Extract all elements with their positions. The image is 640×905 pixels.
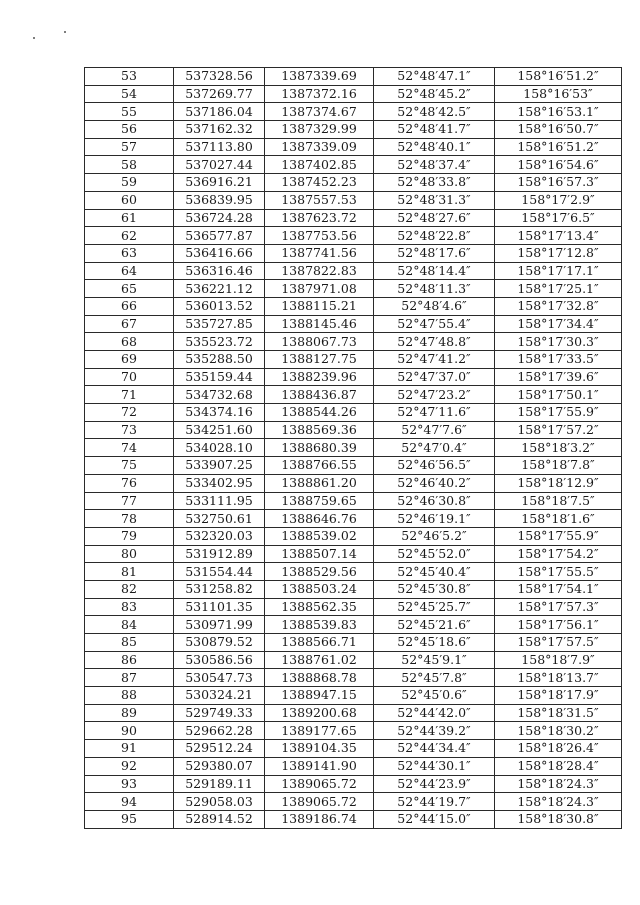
cell-y-coordinate: 1387741.56 — [265, 244, 374, 262]
cell-x-coordinate: 537269.77 — [174, 85, 265, 103]
table-row — [85, 244, 622, 262]
cell-y-coordinate: 1389200.68 — [265, 704, 374, 722]
table-row — [85, 209, 622, 227]
cell-longitude: 158°18′30.8″ — [495, 810, 622, 828]
cell-longitude: 158°18′30.2″ — [495, 722, 622, 740]
table-row — [85, 634, 622, 652]
table-row — [85, 669, 622, 687]
coordinates-table — [84, 67, 622, 829]
cell-latitude: 52°44′39.2″ — [374, 722, 495, 740]
cell-latitude: 52°44′30.1″ — [374, 757, 495, 775]
cell-latitude: 52°47′23.2″ — [374, 386, 495, 404]
cell-longitude: 158°17′39.6″ — [495, 368, 622, 386]
cell-longitude: 158°17′12.8″ — [495, 244, 622, 262]
table-row — [85, 68, 622, 86]
cell-latitude: 52°48′11.3″ — [374, 280, 495, 298]
cell-point-number: 63 — [85, 244, 174, 262]
cell-x-coordinate: 531258.82 — [174, 580, 265, 598]
cell-point-number: 90 — [85, 722, 174, 740]
cell-latitude: 52°47′48.8″ — [374, 333, 495, 351]
cell-y-coordinate: 1388436.87 — [265, 386, 374, 404]
cell-x-coordinate: 534028.10 — [174, 439, 265, 457]
cell-y-coordinate: 1389065.72 — [265, 793, 374, 811]
cell-x-coordinate: 530547.73 — [174, 669, 265, 687]
cell-longitude: 158°17′33.5″ — [495, 351, 622, 369]
cell-longitude: 158°16′57.3″ — [495, 174, 622, 192]
cell-point-number: 94 — [85, 793, 174, 811]
cell-latitude: 52°44′23.9″ — [374, 775, 495, 793]
cell-latitude: 52°48′31.3″ — [374, 191, 495, 209]
cell-y-coordinate: 1388646.76 — [265, 510, 374, 528]
cell-longitude: 158°16′53″ — [495, 85, 622, 103]
cell-latitude: 52°44′34.4″ — [374, 740, 495, 758]
cell-x-coordinate: 530879.52 — [174, 634, 265, 652]
cell-latitude: 52°46′19.1″ — [374, 510, 495, 528]
cell-longitude: 158°17′54.2″ — [495, 545, 622, 563]
cell-latitude: 52°48′41.7″ — [374, 121, 495, 139]
table-row — [85, 85, 622, 103]
table-row — [85, 280, 622, 298]
table-row — [85, 315, 622, 333]
cell-latitude: 52°48′40.1″ — [374, 138, 495, 156]
cell-y-coordinate: 1388759.65 — [265, 492, 374, 510]
cell-longitude: 158°17′50.1″ — [495, 386, 622, 404]
cell-longitude: 158°17′2.9″ — [495, 191, 622, 209]
cell-longitude: 158°17′55.9″ — [495, 404, 622, 422]
cell-latitude: 52°46′5.2″ — [374, 527, 495, 545]
cell-x-coordinate: 537328.56 — [174, 68, 265, 86]
cell-y-coordinate: 1388566.71 — [265, 634, 374, 652]
cell-x-coordinate: 537113.80 — [174, 138, 265, 156]
cell-point-number: 67 — [85, 315, 174, 333]
cell-point-number: 77 — [85, 492, 174, 510]
table-row — [85, 351, 622, 369]
cell-latitude: 52°48′22.8″ — [374, 227, 495, 245]
cell-y-coordinate: 1388067.73 — [265, 333, 374, 351]
cell-longitude: 158°18′3.2″ — [495, 439, 622, 457]
cell-latitude: 52°45′30.8″ — [374, 580, 495, 598]
coordinates-table-body — [85, 68, 622, 829]
table-row — [85, 704, 622, 722]
cell-y-coordinate: 1388115.21 — [265, 297, 374, 315]
cell-latitude: 52°47′7.6″ — [374, 421, 495, 439]
cell-x-coordinate: 529189.11 — [174, 775, 265, 793]
cell-point-number: 88 — [85, 687, 174, 705]
cell-longitude: 158°17′34.4″ — [495, 315, 622, 333]
table-row — [85, 121, 622, 139]
cell-y-coordinate: 1388529.56 — [265, 563, 374, 581]
cell-longitude: 158°18′7.8″ — [495, 457, 622, 475]
cell-x-coordinate: 532320.03 — [174, 527, 265, 545]
table-row — [85, 297, 622, 315]
cell-latitude: 52°47′55.4″ — [374, 315, 495, 333]
cell-x-coordinate: 536839.95 — [174, 191, 265, 209]
cell-x-coordinate: 529512.24 — [174, 740, 265, 758]
table-row — [85, 687, 622, 705]
table-row — [85, 598, 622, 616]
table-row — [85, 616, 622, 634]
cell-point-number: 91 — [85, 740, 174, 758]
cell-x-coordinate: 528914.52 — [174, 810, 265, 828]
cell-x-coordinate: 531912.89 — [174, 545, 265, 563]
cell-y-coordinate: 1387339.69 — [265, 68, 374, 86]
table-row — [85, 386, 622, 404]
cell-y-coordinate: 1388539.02 — [265, 527, 374, 545]
cell-point-number: 78 — [85, 510, 174, 528]
cell-longitude: 158°18′12.9″ — [495, 474, 622, 492]
cell-y-coordinate: 1387452.23 — [265, 174, 374, 192]
cell-point-number: 92 — [85, 757, 174, 775]
cell-x-coordinate: 533111.95 — [174, 492, 265, 510]
cell-latitude: 52°44′15.0″ — [374, 810, 495, 828]
scan-speck — [33, 37, 35, 39]
cell-point-number: 59 — [85, 174, 174, 192]
cell-longitude: 158°16′51.2″ — [495, 138, 622, 156]
cell-point-number: 85 — [85, 634, 174, 652]
cell-point-number: 54 — [85, 85, 174, 103]
cell-x-coordinate: 533907.25 — [174, 457, 265, 475]
cell-y-coordinate: 1387374.67 — [265, 103, 374, 121]
cell-latitude: 52°46′30.8″ — [374, 492, 495, 510]
cell-point-number: 58 — [85, 156, 174, 174]
cell-latitude: 52°45′25.7″ — [374, 598, 495, 616]
cell-point-number: 84 — [85, 616, 174, 634]
cell-latitude: 52°47′11.6″ — [374, 404, 495, 422]
cell-longitude: 158°18′13.7″ — [495, 669, 622, 687]
cell-y-coordinate: 1387372.16 — [265, 85, 374, 103]
cell-point-number: 60 — [85, 191, 174, 209]
cell-latitude: 52°45′7.8″ — [374, 669, 495, 687]
cell-longitude: 158°17′57.2″ — [495, 421, 622, 439]
cell-y-coordinate: 1388861.20 — [265, 474, 374, 492]
cell-point-number: 53 — [85, 68, 174, 86]
table-row — [85, 510, 622, 528]
table-row — [85, 580, 622, 598]
cell-point-number: 95 — [85, 810, 174, 828]
cell-x-coordinate: 534251.60 — [174, 421, 265, 439]
cell-x-coordinate: 536577.87 — [174, 227, 265, 245]
cell-longitude: 158°17′17.1″ — [495, 262, 622, 280]
cell-point-number: 79 — [85, 527, 174, 545]
cell-y-coordinate: 1387329.99 — [265, 121, 374, 139]
cell-latitude: 52°48′14.4″ — [374, 262, 495, 280]
cell-point-number: 69 — [85, 351, 174, 369]
cell-latitude: 52°46′56.5″ — [374, 457, 495, 475]
cell-longitude: 158°18′28.4″ — [495, 757, 622, 775]
cell-latitude: 52°48′27.6″ — [374, 209, 495, 227]
cell-longitude: 158°17′54.1″ — [495, 580, 622, 598]
cell-x-coordinate: 530971.99 — [174, 616, 265, 634]
cell-y-coordinate: 1387402.85 — [265, 156, 374, 174]
cell-longitude: 158°16′54.6″ — [495, 156, 622, 174]
cell-x-coordinate: 537162.32 — [174, 121, 265, 139]
cell-point-number: 80 — [85, 545, 174, 563]
cell-latitude: 52°48′37.4″ — [374, 156, 495, 174]
cell-y-coordinate: 1388947.15 — [265, 687, 374, 705]
cell-point-number: 62 — [85, 227, 174, 245]
cell-point-number: 55 — [85, 103, 174, 121]
cell-point-number: 76 — [85, 474, 174, 492]
table-row — [85, 439, 622, 457]
cell-latitude: 52°47′37.0″ — [374, 368, 495, 386]
cell-longitude: 158°18′24.3″ — [495, 793, 622, 811]
cell-point-number: 82 — [85, 580, 174, 598]
cell-point-number: 68 — [85, 333, 174, 351]
cell-y-coordinate: 1388503.24 — [265, 580, 374, 598]
cell-latitude: 52°48′42.5″ — [374, 103, 495, 121]
cell-y-coordinate: 1388761.02 — [265, 651, 374, 669]
cell-longitude: 158°17′30.3″ — [495, 333, 622, 351]
cell-latitude: 52°47′41.2″ — [374, 351, 495, 369]
cell-x-coordinate: 535523.72 — [174, 333, 265, 351]
cell-y-coordinate: 1389141.90 — [265, 757, 374, 775]
cell-x-coordinate: 534732.68 — [174, 386, 265, 404]
cell-y-coordinate: 1388127.75 — [265, 351, 374, 369]
cell-longitude: 158°16′51.2″ — [495, 68, 622, 86]
cell-longitude: 158°18′7.5″ — [495, 492, 622, 510]
cell-x-coordinate: 536916.21 — [174, 174, 265, 192]
cell-x-coordinate: 530324.21 — [174, 687, 265, 705]
cell-longitude: 158°18′24.3″ — [495, 775, 622, 793]
cell-point-number: 65 — [85, 280, 174, 298]
cell-x-coordinate: 535159.44 — [174, 368, 265, 386]
cell-latitude: 52°48′33.8″ — [374, 174, 495, 192]
cell-latitude: 52°45′40.4″ — [374, 563, 495, 581]
cell-y-coordinate: 1389065.72 — [265, 775, 374, 793]
cell-point-number: 71 — [85, 386, 174, 404]
cell-x-coordinate: 536724.28 — [174, 209, 265, 227]
cell-latitude: 52°46′40.2″ — [374, 474, 495, 492]
cell-point-number: 81 — [85, 563, 174, 581]
cell-x-coordinate: 529380.07 — [174, 757, 265, 775]
table-row — [85, 156, 622, 174]
cell-x-coordinate: 535727.85 — [174, 315, 265, 333]
cell-latitude: 52°45′9.1″ — [374, 651, 495, 669]
cell-point-number: 57 — [85, 138, 174, 156]
cell-point-number: 66 — [85, 297, 174, 315]
cell-point-number: 86 — [85, 651, 174, 669]
cell-longitude: 158°17′56.1″ — [495, 616, 622, 634]
table-row — [85, 103, 622, 121]
table-row — [85, 474, 622, 492]
cell-longitude: 158°16′50.7″ — [495, 121, 622, 139]
cell-x-coordinate: 531554.44 — [174, 563, 265, 581]
cell-longitude: 158°17′25.1″ — [495, 280, 622, 298]
table-row — [85, 563, 622, 581]
cell-y-coordinate: 1388680.39 — [265, 439, 374, 457]
table-row — [85, 191, 622, 209]
cell-latitude: 52°48′4.6″ — [374, 297, 495, 315]
cell-y-coordinate: 1387623.72 — [265, 209, 374, 227]
cell-latitude: 52°48′45.2″ — [374, 85, 495, 103]
cell-latitude: 52°48′17.6″ — [374, 244, 495, 262]
cell-longitude: 158°17′57.5″ — [495, 634, 622, 652]
cell-x-coordinate: 530586.56 — [174, 651, 265, 669]
table-row — [85, 722, 622, 740]
table-row — [85, 421, 622, 439]
cell-x-coordinate: 529662.28 — [174, 722, 265, 740]
cell-point-number: 75 — [85, 457, 174, 475]
table-row — [85, 757, 622, 775]
cell-y-coordinate: 1388766.55 — [265, 457, 374, 475]
table-row — [85, 174, 622, 192]
cell-y-coordinate: 1387753.56 — [265, 227, 374, 245]
cell-x-coordinate: 535288.50 — [174, 351, 265, 369]
cell-y-coordinate: 1389104.35 — [265, 740, 374, 758]
table-row — [85, 262, 622, 280]
cell-longitude: 158°18′1.6″ — [495, 510, 622, 528]
cell-y-coordinate: 1388539.83 — [265, 616, 374, 634]
cell-y-coordinate: 1388562.35 — [265, 598, 374, 616]
cell-longitude: 158°17′55.9″ — [495, 527, 622, 545]
cell-latitude: 52°47′0.4″ — [374, 439, 495, 457]
cell-longitude: 158°17′32.8″ — [495, 297, 622, 315]
table-row — [85, 775, 622, 793]
cell-y-coordinate: 1388507.14 — [265, 545, 374, 563]
cell-x-coordinate: 533402.95 — [174, 474, 265, 492]
cell-y-coordinate: 1389186.74 — [265, 810, 374, 828]
table-row — [85, 527, 622, 545]
cell-longitude: 158°18′26.4″ — [495, 740, 622, 758]
cell-point-number: 56 — [85, 121, 174, 139]
cell-longitude: 158°17′57.3″ — [495, 598, 622, 616]
table-row — [85, 545, 622, 563]
table-row — [85, 368, 622, 386]
table-row — [85, 138, 622, 156]
cell-y-coordinate: 1389177.65 — [265, 722, 374, 740]
cell-longitude: 158°17′13.4″ — [495, 227, 622, 245]
table-row — [85, 810, 622, 828]
cell-y-coordinate: 1387557.53 — [265, 191, 374, 209]
cell-y-coordinate: 1388569.36 — [265, 421, 374, 439]
cell-point-number: 74 — [85, 439, 174, 457]
cell-latitude: 52°48′47.1″ — [374, 68, 495, 86]
cell-longitude: 158°18′17.9″ — [495, 687, 622, 705]
table-row — [85, 404, 622, 422]
cell-point-number: 73 — [85, 421, 174, 439]
cell-latitude: 52°45′21.6″ — [374, 616, 495, 634]
cell-y-coordinate: 1387339.09 — [265, 138, 374, 156]
cell-longitude: 158°17′55.5″ — [495, 563, 622, 581]
cell-longitude: 158°17′6.5″ — [495, 209, 622, 227]
cell-x-coordinate: 537186.04 — [174, 103, 265, 121]
cell-longitude: 158°18′31.5″ — [495, 704, 622, 722]
cell-latitude: 52°45′52.0″ — [374, 545, 495, 563]
cell-x-coordinate: 536416.66 — [174, 244, 265, 262]
cell-x-coordinate: 536013.52 — [174, 297, 265, 315]
cell-y-coordinate: 1388145.46 — [265, 315, 374, 333]
table-row — [85, 740, 622, 758]
cell-x-coordinate: 529058.03 — [174, 793, 265, 811]
cell-y-coordinate: 1388239.96 — [265, 368, 374, 386]
cell-point-number: 93 — [85, 775, 174, 793]
cell-x-coordinate: 537027.44 — [174, 156, 265, 174]
cell-point-number: 89 — [85, 704, 174, 722]
cell-x-coordinate: 532750.61 — [174, 510, 265, 528]
cell-latitude: 52°45′18.6″ — [374, 634, 495, 652]
cell-longitude: 158°16′53.1″ — [495, 103, 622, 121]
cell-point-number: 72 — [85, 404, 174, 422]
cell-x-coordinate: 534374.16 — [174, 404, 265, 422]
cell-point-number: 83 — [85, 598, 174, 616]
cell-x-coordinate: 536221.12 — [174, 280, 265, 298]
table-row — [85, 651, 622, 669]
cell-point-number: 61 — [85, 209, 174, 227]
cell-y-coordinate: 1387822.83 — [265, 262, 374, 280]
scan-speck — [64, 31, 66, 33]
cell-longitude: 158°18′7.9″ — [495, 651, 622, 669]
table-row — [85, 333, 622, 351]
table-row — [85, 457, 622, 475]
cell-y-coordinate: 1388868.78 — [265, 669, 374, 687]
cell-x-coordinate: 531101.35 — [174, 598, 265, 616]
cell-latitude: 52°44′42.0″ — [374, 704, 495, 722]
table-row — [85, 227, 622, 245]
cell-point-number: 64 — [85, 262, 174, 280]
cell-point-number: 70 — [85, 368, 174, 386]
cell-x-coordinate: 529749.33 — [174, 704, 265, 722]
cell-y-coordinate: 1387971.08 — [265, 280, 374, 298]
table-row — [85, 793, 622, 811]
cell-point-number: 87 — [85, 669, 174, 687]
table-row — [85, 492, 622, 510]
cell-latitude: 52°44′19.7″ — [374, 793, 495, 811]
cell-latitude: 52°45′0.6″ — [374, 687, 495, 705]
cell-x-coordinate: 536316.46 — [174, 262, 265, 280]
cell-y-coordinate: 1388544.26 — [265, 404, 374, 422]
